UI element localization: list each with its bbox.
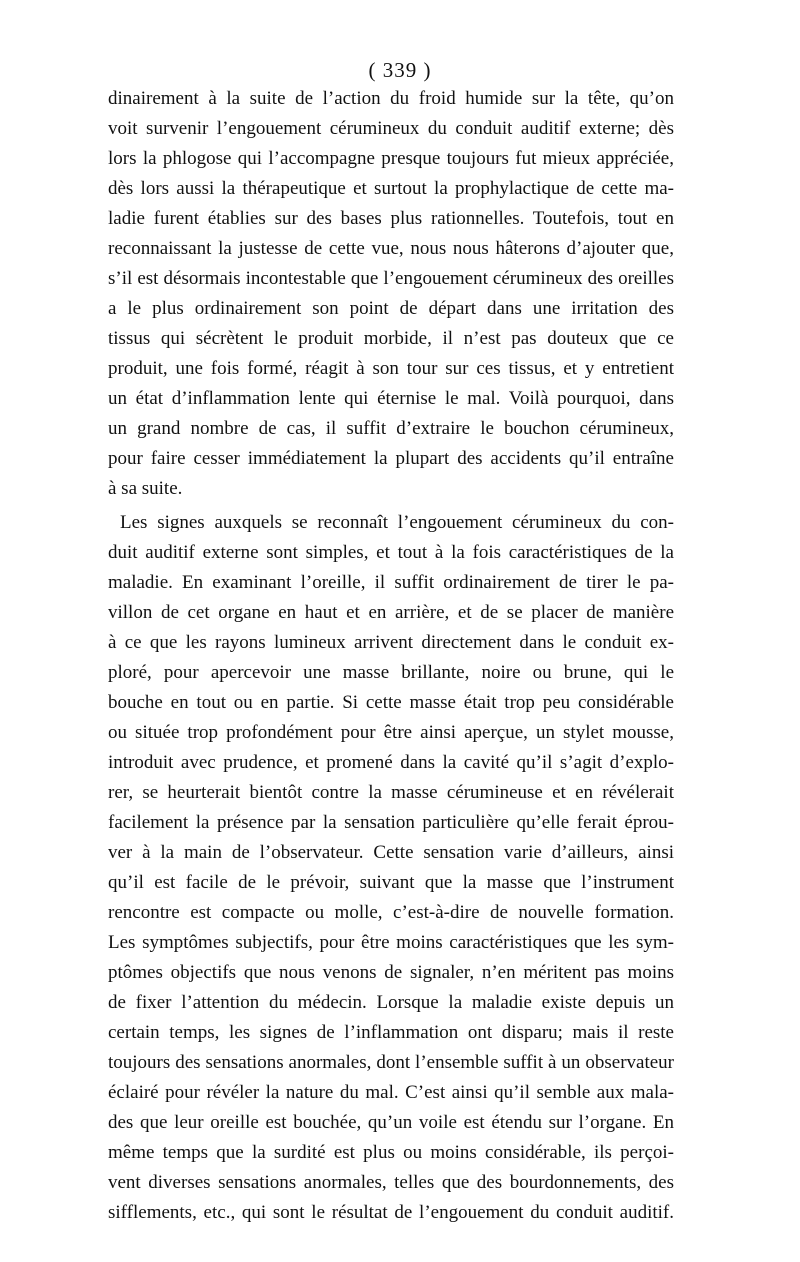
text-line: à sa suite.: [108, 478, 183, 499]
text-line: produit, une fois formé, réagit à son tour sur ces tissus, et y entretient: [108, 358, 674, 379]
text-line: ptômes objectifs que nous venons de signaler, n’en méritent pas moins: [108, 962, 674, 983]
text-line: toujours des sensations anormales, dont l’ensemble suffit à un observateur: [108, 1052, 674, 1073]
text-line: s’il est désormais incontestable que l’engouement cérumineux des oreilles: [108, 268, 674, 289]
text-line: qu’il est facile de le prévoir, suivant que la masse que l’instrument: [108, 872, 674, 893]
text-line: vent diverses sensations anormales, telles que des bourdonnements, des: [108, 1172, 674, 1193]
text-line: ver à la main de l’observateur. Cette sensation varie d’ailleurs, ainsi: [108, 842, 674, 863]
text-line: dinairement à la suite de l’action du froid humide sur la tête, qu’on: [108, 88, 674, 109]
text-line: facilement la présence par la sensation particulière qu’elle ferait éprou-: [108, 812, 674, 833]
text-line: ou située trop profondément pour être ainsi aperçue, un stylet mousse,: [108, 722, 674, 743]
page-number: ( 339 ): [368, 58, 432, 82]
text-line: a le plus ordinairement son point de départ dans une irritation des: [108, 298, 674, 319]
text-line: maladie. En examinant l’oreille, il suffit ordinairement de tirer le pa-: [108, 572, 674, 593]
text-line: Les signes auxquels se reconnaît l’engouement cérumineux du con-: [120, 512, 674, 533]
text-line: rencontre est compacte ou molle, c’est-à-dire de nouvelle formation.: [108, 902, 674, 923]
text-line: pour faire cesser immédiatement la plupart des accidents qu’il entraîne: [108, 448, 674, 469]
text-line: introduit avec prudence, et promené dans la cavité qu’il s’agit d’explo-: [108, 752, 674, 773]
text-line: Les symptômes subjectifs, pour être moins caractéristiques que les sym-: [108, 932, 674, 953]
text-line: éclairé pour révéler la nature du mal. C’est ainsi qu’il semble aux mala-: [108, 1082, 674, 1103]
text-line: dès lors aussi la thérapeutique et surtout la prophylactique de cette ma-: [108, 178, 674, 199]
text-line: duit auditif externe sont simples, et tout à la fois caractéristiques de la: [108, 542, 674, 563]
text-line: ploré, pour apercevoir une masse brillante, noire ou brune, qui le: [108, 662, 674, 683]
text-line: des que leur oreille est bouchée, qu’un voile est étendu sur l’organe. En: [108, 1112, 674, 1133]
text-line: même temps que la surdité est plus ou moins considérable, ils perçoi-: [108, 1142, 674, 1163]
text-line: de fixer l’attention du médecin. Lorsque la maladie existe depuis un: [108, 992, 674, 1013]
text-line: villon de cet organe en haut et en arrière, et de se placer de manière: [108, 602, 674, 623]
text-line: ladie furent établies sur des bases plus rationnelles. Toutefois, tout en: [108, 208, 674, 229]
text-line: certain temps, les signes de l’inflammation ont disparu; mais il reste: [108, 1022, 674, 1043]
text-line: lors la phlogose qui l’accompagne presque toujours fut mieux appréciée,: [108, 148, 674, 169]
text-line: bouche en tout ou en partie. Si cette masse était trop peu considérable: [108, 692, 674, 713]
text-line: rer, se heurterait bientôt contre la masse cérumineuse et en révélerait: [108, 782, 674, 803]
text-line: un état d’inflammation lente qui éternise le mal. Voilà pourquoi, dans: [108, 388, 674, 409]
text-line: voit survenir l’engouement cérumineux du conduit auditif externe; dès: [108, 118, 674, 139]
text-line: reconnaissant la justesse de cette vue, nous nous hâterons d’ajouter que,: [108, 238, 674, 259]
text-line: tissus qui sécrètent le produit morbide, il n’est pas douteux que ce: [108, 328, 674, 349]
text-line: à ce que les rayons lumineux arrivent directement dans le conduit ex-: [108, 632, 674, 653]
text-line: un grand nombre de cas, il suffit d’extraire le bouchon cérumineux,: [108, 418, 674, 439]
text-line: sifflements, etc., qui sont le résultat de l’engouement du conduit auditif.: [108, 1202, 674, 1223]
